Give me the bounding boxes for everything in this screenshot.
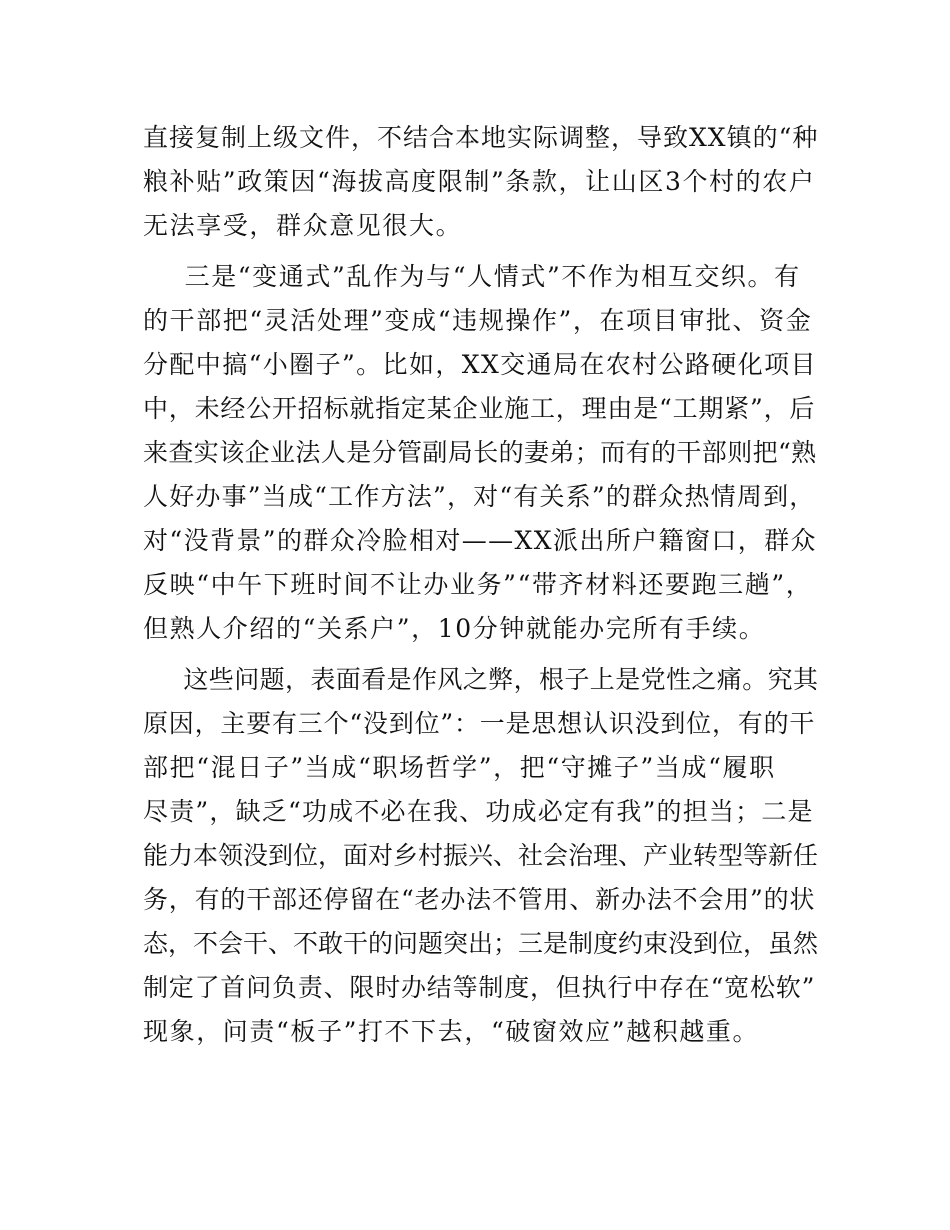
text-line: 制定了首问负责、限时办结等制度，但执行中存在“宽松软”: [143, 973, 816, 1002]
text-line: 中，未经公开招标就指定某企业施工，理由是“工期紧”，后: [143, 394, 816, 423]
text-line: 尽责”，缺乏“功成不必在我、功成必定有我”的担当；二是: [143, 797, 814, 826]
text-line: 现象，问责“板子”打不下去，“破窗效应”越积越重。: [143, 1017, 760, 1046]
text-line: 的干部把“灵活处理”变成“违规操作”，在项目审批、资金: [143, 306, 813, 335]
text-line: 反映“中午下班时间不让办业务”“带齐材料还要跑三趟”，: [143, 570, 813, 599]
text-line: 来查实该企业法人是分管副局长的妻弟；而有的干部则把“熟: [143, 438, 817, 467]
text-line: 这些问题，表面看是作风之弊，根子上是党性之痛。究其: [158, 665, 819, 694]
text-line: 部把“混日子”当成“职场哲学”，把“守摊子”当成“履职: [143, 753, 776, 782]
text-line: 三是“变通式”乱作为与“人情式”不作为相互交织。有: [158, 262, 801, 291]
text-line: 对“没背景”的群众冷脸相对——XX派出所户籍窗口，群众: [143, 526, 817, 555]
text-line: 人好办事”当成“工作方法”，对“有关系”的群众热情周到，: [143, 482, 816, 511]
text-line: 直接复制上级文件，不结合本地实际调整，导致XX镇的“种: [143, 123, 819, 152]
text-line: 能力本领没到位，面对乡村振兴、社会治理、产业转型等新任: [143, 841, 819, 870]
text-line: 原因，主要有三个“没到位”：一是思想认识没到位，有的干: [143, 709, 816, 738]
text-line: 无法享受，群众意见很大。: [143, 211, 463, 240]
text-line: 但熟人介绍的“关系户”，10分钟就能办完所有手续。: [143, 614, 766, 643]
text-line: 分配中搞“小圈子”。比如，XX交通局在农村公路硬化项目: [143, 350, 817, 379]
text-line: 粮补贴”政策因“海拔高度限制”条款，让山区3个村的农户: [143, 167, 816, 196]
text-line: 态，不会干、不敢干的问题突出；三是制度约束没到位，虽然: [143, 929, 819, 958]
text-line: 务，有的干部还停留在“老办法不管用、新办法不会用”的状: [143, 885, 816, 914]
